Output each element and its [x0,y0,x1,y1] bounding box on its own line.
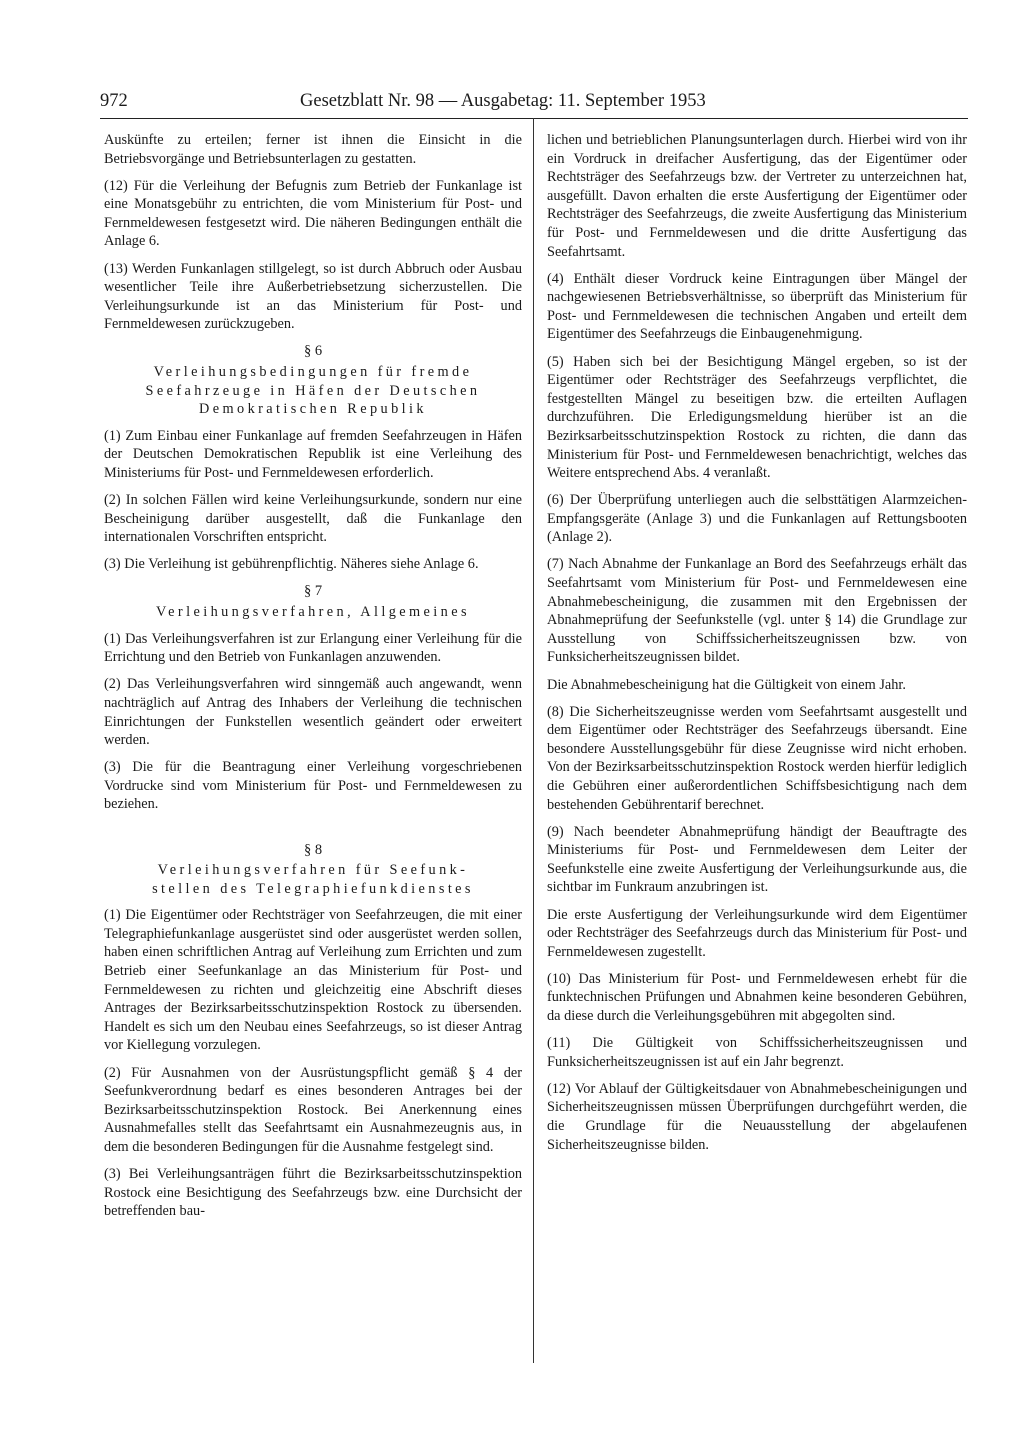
paragraph: (4) Enthält dieser Vordruck keine Eintragungen über Mängel der nachgewiesenen Betriebsverhältnisse, so überprüft das Ministerium für Post- und Fernmeldewesen die technischen Angaben und erteilt dem Eigentümer des Seefahrzeugs die Einbaugenehmigung. [547,270,967,343]
paragraph: (12) Für die Verleihung der Befugnis zum Betrieb der Funkanlage ist eine Monatsgebühr zu entrichten, die vom Ministerium für Post- und Fernmeldewesen festgesetzt wird. Die näheren Bedingungen enthält die Anlage 6. [104,177,522,250]
paragraph: (2) Für Ausnahmen von der Ausrüstungspflicht gemäß § 4 der Seefunkverordnung bedarf es eines besonderen Antrages bei der Bezirksarbeitsschutzinspektion Rostock. Bei Anerkennung eines Ausnahmefalles stellt das Seefahrtsamt ein Ausnahmezeugnis aus, in dem die besonderen Bedingungen für die Ausnahme festgelegt sind. [104,1064,522,1155]
spacer [104,823,522,835]
paragraph: (11) Die Gültigkeit von Schiffssicherheitszeugnissen und Funksicherheitszeugnissen ist auf ein Jahr begrenzt. [547,1035,967,1070]
section-title-line: Demokratischen Republik [199,401,427,418]
paragraph: (1) Zum Einbau einer Funkanlage auf fremden Seefahrzeugen in Häfen der Deutschen Demokratischen Republik ist eine Verleihung des Ministeriums für Post- und Fernmeldewesen erforderlich. [104,427,522,481]
left-column [104,131,522,1229]
header-rule [100,118,968,119]
section-title-line: stellen des Telegraphiefunkdienstes [152,880,474,897]
section-title-line: Verleihungsverfahren für Seefunk- [157,862,469,879]
paragraph: (9) Nach beendeter Abnahmeprüfung händigt der Beauftragte des Ministeriums für Post- und Fernmeldewesen dem Leiter der Seefunkstelle eine zweite Ausfertigung der Verleihungsurkunde aus, die sichtbar im Funkraum anzubringen ist. [547,823,967,896]
paragraph: (2) Das Verleihungsverfahren wird sinngemäß auch angewandt, wenn nachträglich auf Antrag des Inhabers der Verleihung die technischen Einrichtungen der Funkstellen wesentlich geändert oder erweitert werden. [104,676,522,749]
paragraph: (13) Werden Funkanlagen stillgelegt, so ist durch Abbruch oder Ausbau wesentlicher Teile ihre Außerbetriebsetzung sicherzustellen. Die Verleihungsurkunde ist an das Ministerium für Post- und Fernmeldewesen zurückzugeben. [104,260,522,333]
paragraph: Die Abnahmebescheinigung hat die Gültigkeit von einem Jahr. [547,676,906,693]
paragraph: (5) Haben sich bei der Besichtigung Mängel ergeben, so ist der Eigentümer oder Rechtsträger des Seefahrzeugs verpflichtet, die festgestellten Mängel zu beseitigen bzw. die erteilten Auflagen durchzuführen. Die Erledigungsmeldung hierüber ist an die Bezirksarbeitsschutzinspektion Rostock zu richten, die dann das Ministerium für Post- und Fernmeldewesen benachrichtigt, welches das Weitere entsprechend Abs. 4 veranlaßt. [547,353,967,482]
section-number: § 8 [303,841,323,858]
section-number: § 7 [303,583,323,600]
section-title [104,603,522,622]
paragraph: (6) Der Überprüfung unterliegen auch die selbsttätigen Alarmzeichen-Empfangsgeräte (Anlage 3) und die Funkanlagen auf Rettungsbooten (Anlage 2). [547,492,967,546]
section-title-line: Seefahrzeuge in Häfen der Deutschen [145,382,481,399]
right-column [547,131,967,1163]
column-divider [533,118,534,1363]
running-title: Gesetzblatt Nr. 98 — Ausgabetag: 11. September 1953 [300,91,706,111]
paragraph: (1) Das Verleihungsverfahren ist zur Erlangung einer Verleihung für die Errichtung und den Betrieb von Funkanlagen anzuwenden. [104,630,522,666]
section-number: § 6 [303,343,323,360]
section-title [104,363,522,419]
paragraph: Auskünfte zu erteilen; ferner ist ihnen die Einsicht in die Betriebsvorgänge und Betriebsunterlagen zu gestatten. [104,132,522,167]
paragraph: (3) Bei Verleihungsanträgen führt die Bezirksarbeitsschutzinspektion Rostock eine Besichtigung des Seefahrzeugs bzw. eine Durchsicht der betreffenden bau- [104,1166,522,1220]
section-title [104,861,522,898]
section-title-line: Verleihungsverfahren, Allgemeines [156,604,470,621]
paragraph: (3) Die für die Beantragung einer Verleihung vorgeschriebenen Vordrucke sind vom Ministerium für Post- und Fernmeldewesen zu beziehen. [104,759,522,813]
paragraph: (3) Die Verleihung ist gebührenpflichtig. Näheres siehe Anlage 6. [104,556,479,573]
paragraph: lichen und betrieblichen Planungsunterlagen durch. Hierbei wird von ihr ein Vordruck in dreifacher Ausfertigung, das der Eigentümer oder Rechtsträger des Seefahrzeugs bzw. der Vertreter zu unterzeichnen hat, ausgefüllt. Davon erhalten die erste Ausfertigung der Eigentümer oder Rechtsträger des Seefahrzeugs, die zweite Ausfertigung das Ministerium für Post- und Fernmeldewesen und die dritte Ausfertigung das Seefahrtsamt. [547,132,967,260]
page-number: 972 [100,91,128,111]
paragraph: (2) In solchen Fällen wird keine Verleihungsurkunde, sondern nur eine Bescheinigung darüber ausgestellt, daß die Funkanlage den internationalen Vorschriften entspricht. [104,492,522,546]
page-header [100,86,760,116]
paragraph: Die erste Ausfertigung der Verleihungsurkunde wird dem Eigentümer oder Rechtsträger des Seefahrzeugs durch das Ministerium für Post- und Fernmeldewesen zugestellt. [547,906,967,960]
paragraph: (7) Nach Abnahme der Funkanlage an Bord des Seefahrzeugs erhält das Seefahrtsamt vom Ministerium für Post- und Fernmeldewesen eine Abnahmebescheinigung, die zusammen mit den Ergebnissen der Abnahmeprüfung der Seefunkstelle (vgl. unter § 14) die Grundlage zur Ausstellung von Schiffssicherheitszeugnissen bzw. von Funksicherheitszeugnissen bildet. [547,556,967,666]
paragraph: (10) Das Ministerium für Post- und Fernmeldewesen erhebt für die funktechnischen Prüfungen und Abnahmen keine besonderen Gebühren, da diese durch die Verleihungsgebühren mit abgegolten sind. [547,970,967,1025]
section-title-line: Verleihungsbedingungen für fremde [153,364,473,381]
paragraph: (1) Die Eigentümer oder Rechtsträger von Seefahrzeugen, die mit einer Telegraphiefunkanlage ausgerüstet sind oder ausgerüstet werden sollen, haben einen schriftlichen Antrag auf Verleihung zum Errichten und zum Betrieb einer Seefunkanlage an das Ministerium für Post- und Fernmeldewesen zu richten und gleichzeitig eine Abschrift dieses Antrages der Bezirksarbeitsschutzinspektion Rostock zu übersenden. Handelt es sich um den Neubau eines Seefahrzeugs, so ist dieser Antrag vor Kiellegung vorzulegen. [104,907,522,1054]
paragraph: (12) Vor Ablauf der Gültigkeitsdauer von Abnahmebescheinigungen und Sicherheitszeugnissen müssen Überprüfungen durchgeführt werden, die die Grundlage für die Neuausstellung der abgelaufenen Sicherheitszeugnisse bilden. [547,1080,967,1153]
paragraph: (8) Die Sicherheitszeugnisse werden vom Seefahrtsamt ausgestellt und dem Eigentümer oder Rechtsträger des Seefahrzeugs übersandt. Eine besondere Ausstellungsgebühr für diese Zeugnisse wird nicht erhoben. Von der Bezirksarbeitsschutzinspektion Rostock werden hierfür lediglich die Gebühren einer außerordentlichen Schiffsbesichtigung nach dem bestehenden Gebührentarif berechnet. [547,703,967,813]
